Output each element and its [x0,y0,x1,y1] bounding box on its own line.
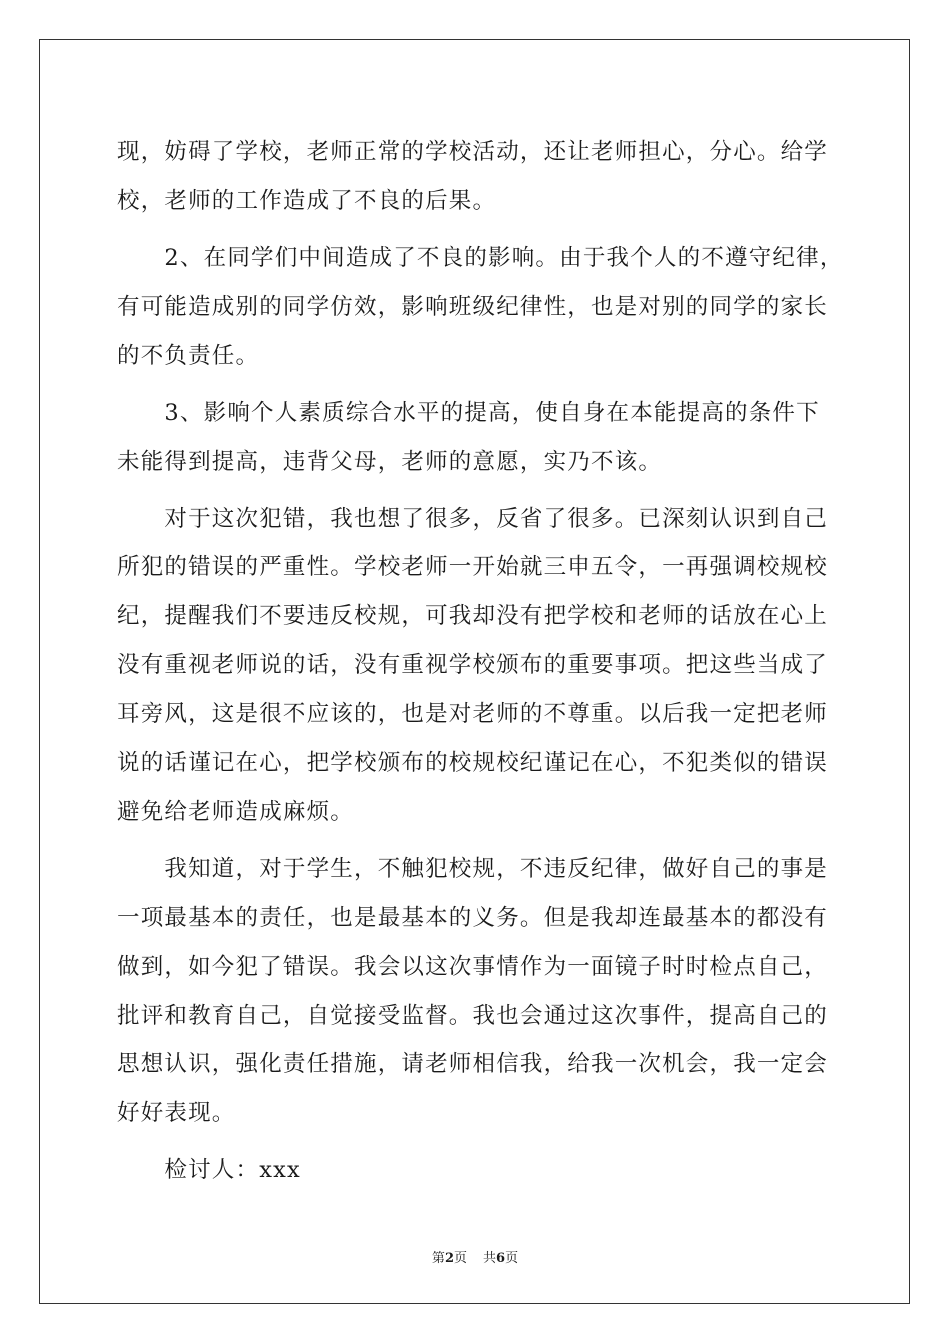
text-line: 思想认识，强化责任措施，请老师相信我，给我一次机会，我一定会 [117,1051,829,1078]
text-line: 耳旁风，这是很不应该的，也是对老师的不尊重。以后我一定把老师 [117,701,829,728]
document-body [117,128,844,1195]
text-line: 未能得到提高，违背父母，老师的意愿，实乃不该。 [117,448,663,475]
page-number-label: 第2页 [431,1251,467,1266]
text-line: 避免给老师造成麻烦。 [117,798,355,825]
text-line: 好好表现。 [117,1100,236,1127]
total-page-number: 6 [496,1251,506,1266]
text-line: 现，妨碍了学校，老师正常的学校活动，还让老师担心，分心。给学 [117,139,829,165]
text-line: 做到，如今犯了错误。我会以这次事情作为一面镜子时时检点自己， [117,953,829,980]
text-line: 所犯的错误的严重性。学校老师一开始就三申五令，一再强调校规校 [117,554,829,581]
current-page-number: 2 [444,1251,454,1266]
text-line: 校，老师的工作造成了不良的后果。 [117,187,497,214]
text-line: 我知道，对于学生，不触犯校规，不违反纪律，做好自己的事是 [117,855,829,882]
text-line: 有可能造成别的同学仿效，影响班级纪律性，也是对别的同学的家长 [117,293,829,320]
text-line: 说的话谨记在心，把学校颁布的校规校纪谨记在心，不犯类似的错误 [117,750,829,777]
text-line: 纪，提醒我们不要违反校规，可我却没有把学校和老师的话放在心上 [117,603,829,630]
text-line: 批评和教育自己，自觉接受监督。我也会通过这次事件，提高自己的 [117,1002,829,1029]
text-line: 对于这次犯错，我也想了很多，反省了很多。已深刻认识到自己 [117,505,829,532]
page-footer [0,1247,950,1266]
page-total-label: 共6页 [483,1251,519,1266]
signature-line: 检讨人：xxx [117,1157,301,1184]
text-line: 没有重视老师说的话，没有重视学校颁布的重要事项。把这些当成了 [117,652,829,679]
text-line: 2、在同学们中间造成了不良的影响。由于我个人的不遵守纪律， [117,244,844,271]
text-line: 一项最基本的责任，也是最基本的义务。但是我却连最基本的都没有 [117,904,829,931]
text-line: 3、影响个人素质综合水平的提高，使自身在本能提高的条件下 [117,399,820,426]
text-line: 的不负责任。 [117,342,260,369]
